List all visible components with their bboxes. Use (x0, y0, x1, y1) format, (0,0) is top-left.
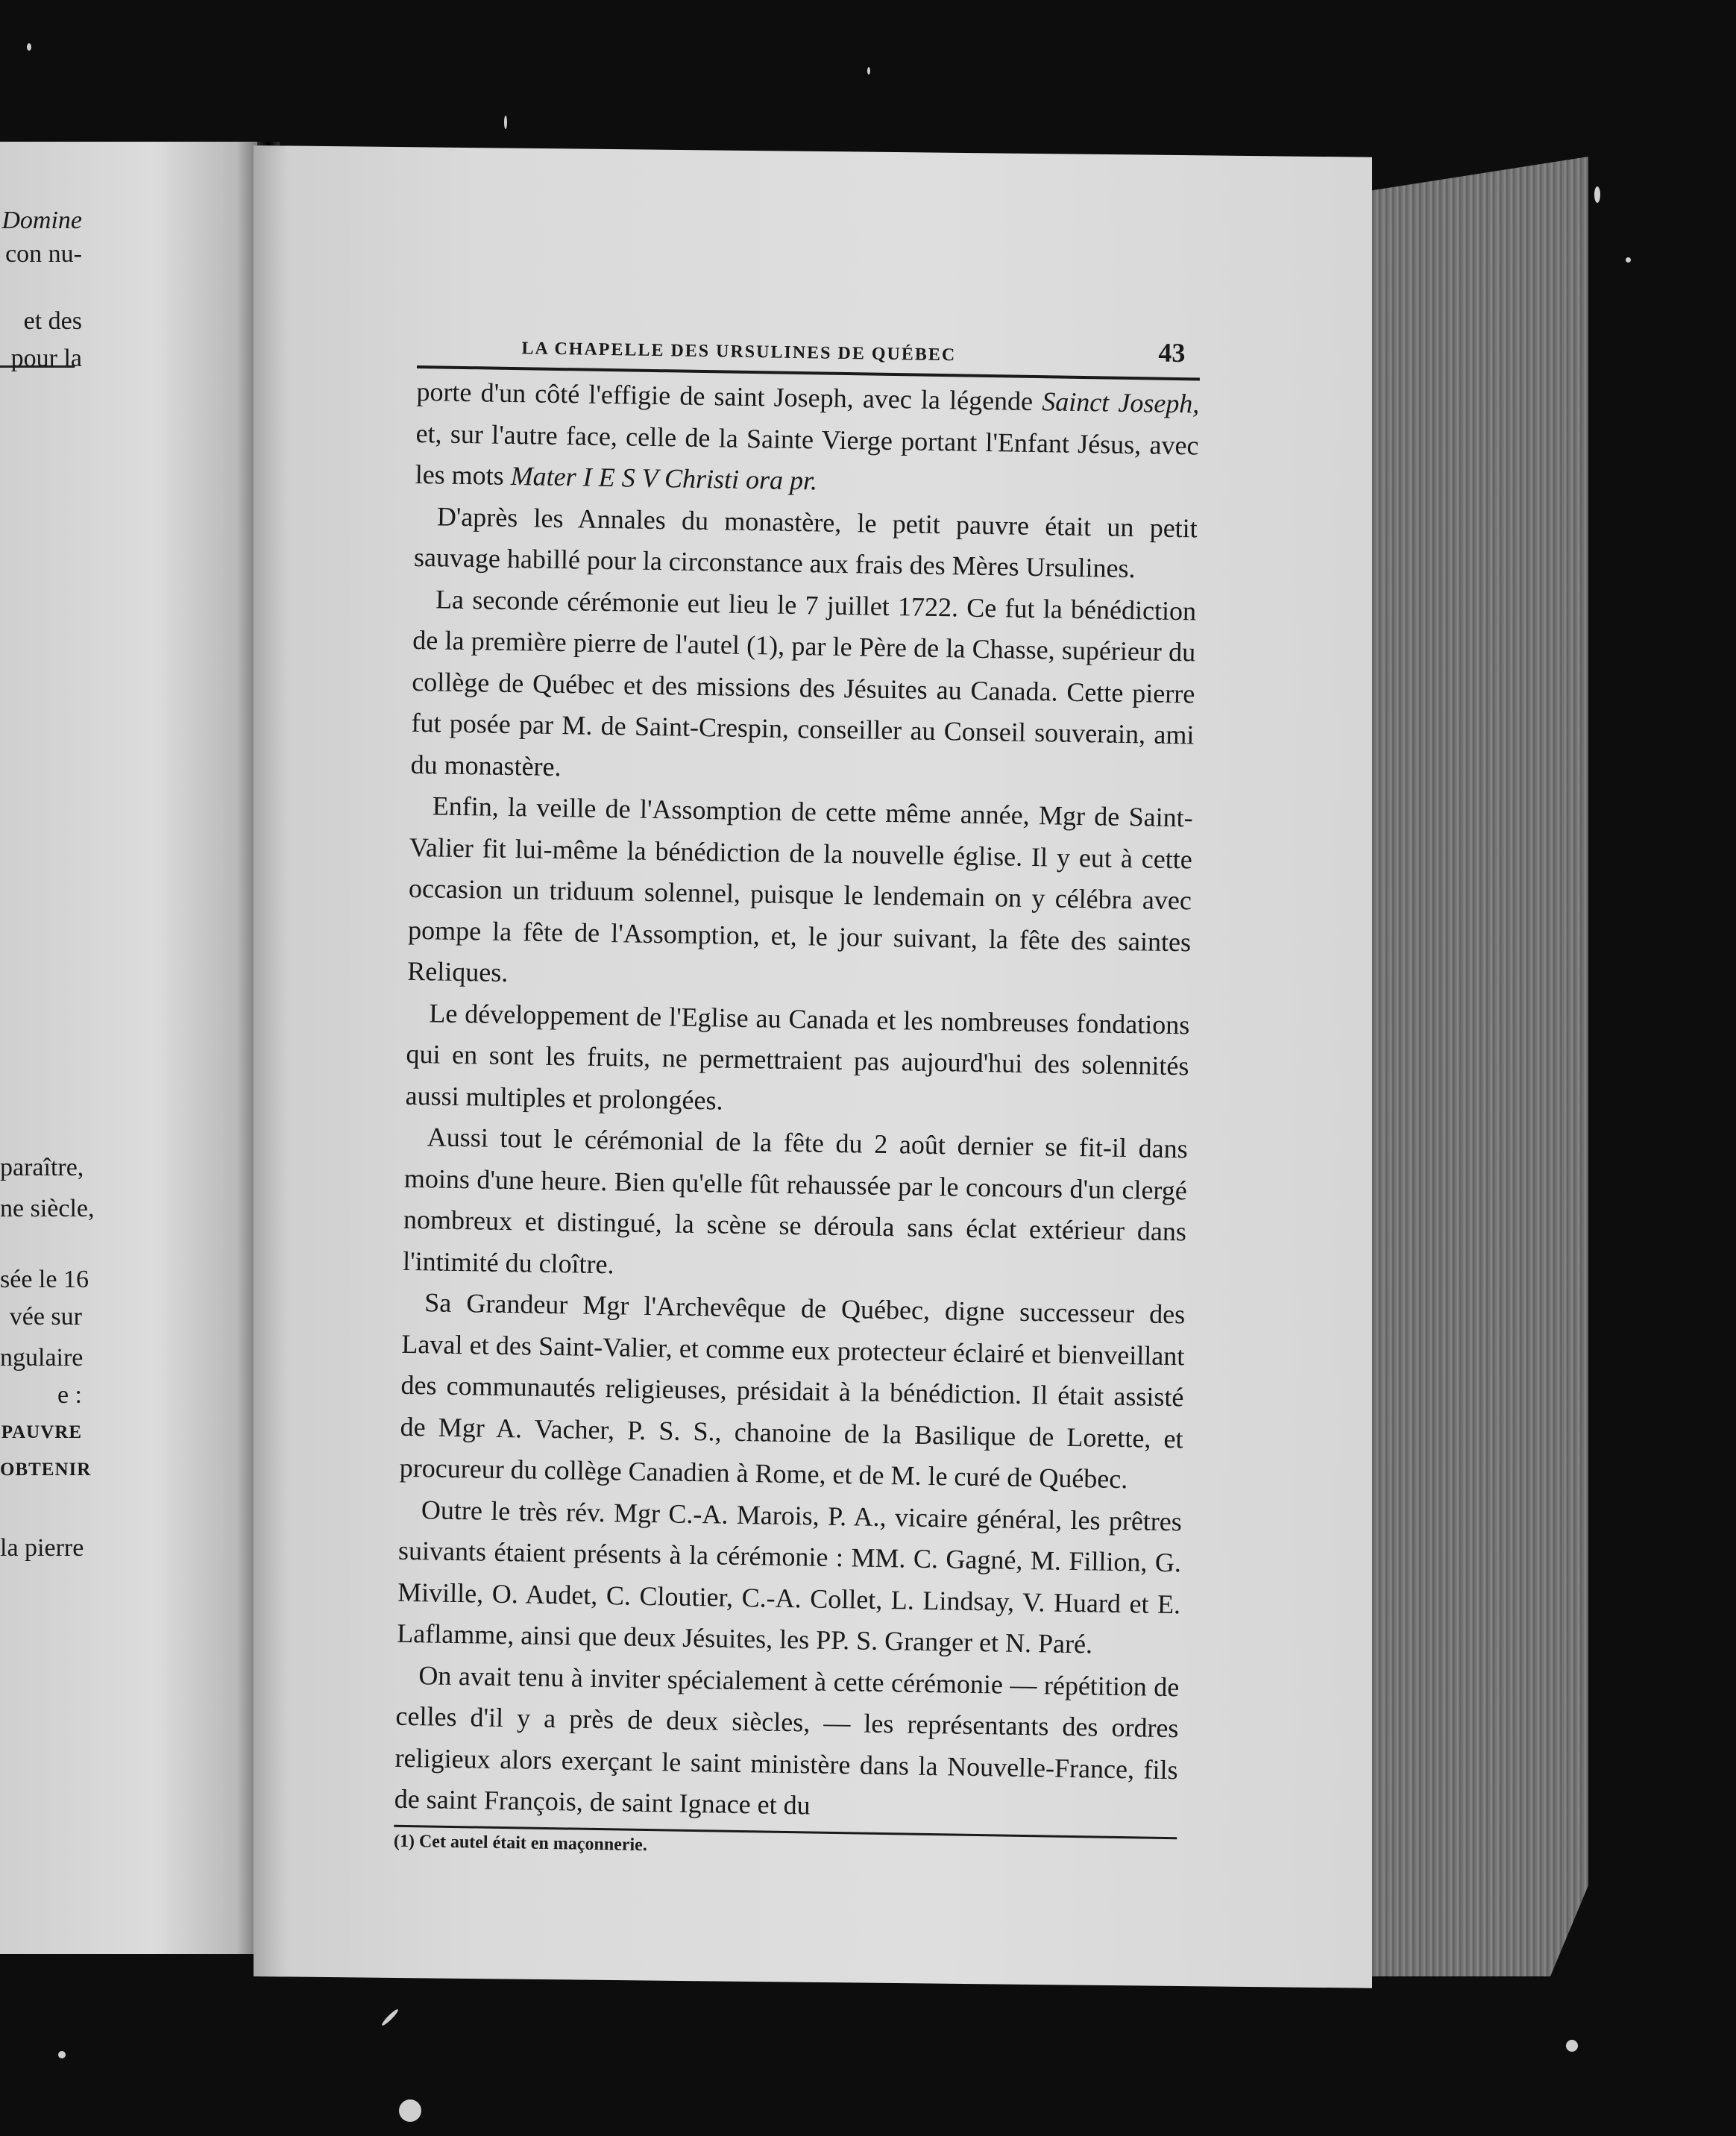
text-run: Le développement de l'Eglise au Canada et les nombreuses fondations qui en sont les fruits, ne permettraient pas aujourd'hui des solennités aussi multiples et prolongées. (405, 997, 1190, 1116)
footnote: (1) Cet autel était en maçonnerie. (393, 1831, 648, 1855)
left-page-fragment: pour la (10, 345, 82, 372)
text-run: Aussi tout le cérémonial de la fête du 2 août dernier se fit-il dans moins d'une heure. Bien qu'elle fût rehaussée par le concours d'un clergé nombreux et distingué, la scène se déroula sans éclat extérieur dans l'intimité du cloître. (402, 1122, 1189, 1279)
text-run: D'après les Annales du monastère, le petit pauvre était un petit sauvage habillé pour la circonstance aux frais des Mères Ursulines. (413, 500, 1198, 584)
dust-speck (399, 2099, 421, 2122)
paragraph (405, 992, 1189, 1128)
text-run: Sa Grandeur Mgr l'Archevêque de Québec, digne successeur des Laval et des Saint-Valier, et comme eux protecteur éclairé et bienveillant des communautés religieuses, présidait à la bénédiction. Il était assisté de Mgr A. Vacher, P. S. S., chanoine de la Basilique de Lorette, et procureur du collège Canadien à Rome, et de M. le curé de Québec. (399, 1287, 1186, 1495)
dust-speck (58, 2051, 66, 2058)
text-run: porte d'un côté l'effigie de saint Joseph, avec la légende (416, 376, 1042, 417)
text-run: On avait tenu à inviter spécialement à cette cérémonie — répétition de celles d'il y a près de deux siècles, — les représentants des ordres religieux alors exerçant le saint ministère dans la Nouvelle-France, fils de saint François, de saint Ignace et du (394, 1659, 1180, 1821)
left-page-fragment: la pierre (0, 1534, 84, 1562)
paragraph (403, 1116, 1188, 1294)
dust-speck (867, 67, 870, 75)
italic-run: Mater I E S V Christi ora pr. (510, 460, 818, 496)
paragraph (407, 785, 1193, 1005)
left-page-fragment: con nu- (5, 240, 82, 268)
dust-speck (1566, 2040, 1578, 2052)
body-text (394, 371, 1199, 1832)
text-run: La seconde cérémonie eut lieu le 7 juillet 1722. Ce fut la bénédiction de la première pierre de l'autel (1), par le Père de la Chasse, supérieur du collège de Québec et des missions des Jésuites au Canada. Cette pierre fut posée par M. de Saint-Crespin, conseiller au Conseil souverain, ami du monastère. (410, 583, 1197, 782)
paragraph (394, 1654, 1179, 1832)
left-page-fragment: PAUVRE (1, 1422, 82, 1442)
dust-speck (1626, 257, 1631, 263)
dust-speck (504, 116, 507, 129)
italic-run: Sainct Joseph, (1041, 386, 1200, 419)
page-edges (1335, 157, 1588, 1976)
left-page-fragment: sée le 16 (0, 1266, 89, 1293)
left-page-fragment: vée sur (9, 1303, 82, 1331)
paragraph (397, 1489, 1182, 1666)
paragraph (415, 371, 1199, 508)
left-page-fragment: et des (23, 307, 82, 335)
dust-speck (27, 43, 31, 51)
left-page-fragment: OBTENIR (0, 1460, 92, 1480)
paragraph (410, 578, 1196, 797)
dust-speck (1594, 186, 1600, 203)
left-page-fragment: ne siècle, (0, 1195, 95, 1222)
left-page-fragment: Domine (1, 207, 82, 234)
left-page (0, 142, 257, 1954)
left-page-fragment: paraître, (0, 1154, 84, 1181)
page-content (394, 321, 1201, 1866)
paragraph (414, 495, 1198, 590)
left-page-fragment: ngulaire (0, 1344, 84, 1372)
text-run: Enfin, la veille de l'Assomption de cette même année, Mgr de Saint-Valier fit lui-même la bénédiction de la nouvelle église. Il y eut à cette occasion un triduum solennel, puisque le lendemain on y célébra avec pompe la fête de l'Assomption, et, le jour suivant, la fête des saintes Reliques. (406, 791, 1193, 988)
text-run: Outre le très rév. Mgr C.-A. Marois, P. A., vicaire général, les prêtres suivants étaient présents à la cérémonie : MM. C. Gagné, M. Fillion, G. Miville, O. Audet, C. Cloutier, C.-A. Collet, L. Lindsay, V. Huard et E. Laflamme, ainsi que deux Jésuites, les PP. S. Granger et N. Paré. (397, 1494, 1183, 1659)
running-title: LA CHAPELLE DES URSULINES DE QUÉBEC (521, 339, 957, 365)
page-number: 43 (1158, 337, 1186, 368)
text-run: et, sur l'autre face, celle de la Sainte Vierge portant l'Enfant Jésus, avec les mots (415, 418, 1199, 491)
left-page-fragment: e : (57, 1381, 82, 1409)
paragraph (399, 1282, 1185, 1501)
dust-speck (380, 2008, 399, 2026)
